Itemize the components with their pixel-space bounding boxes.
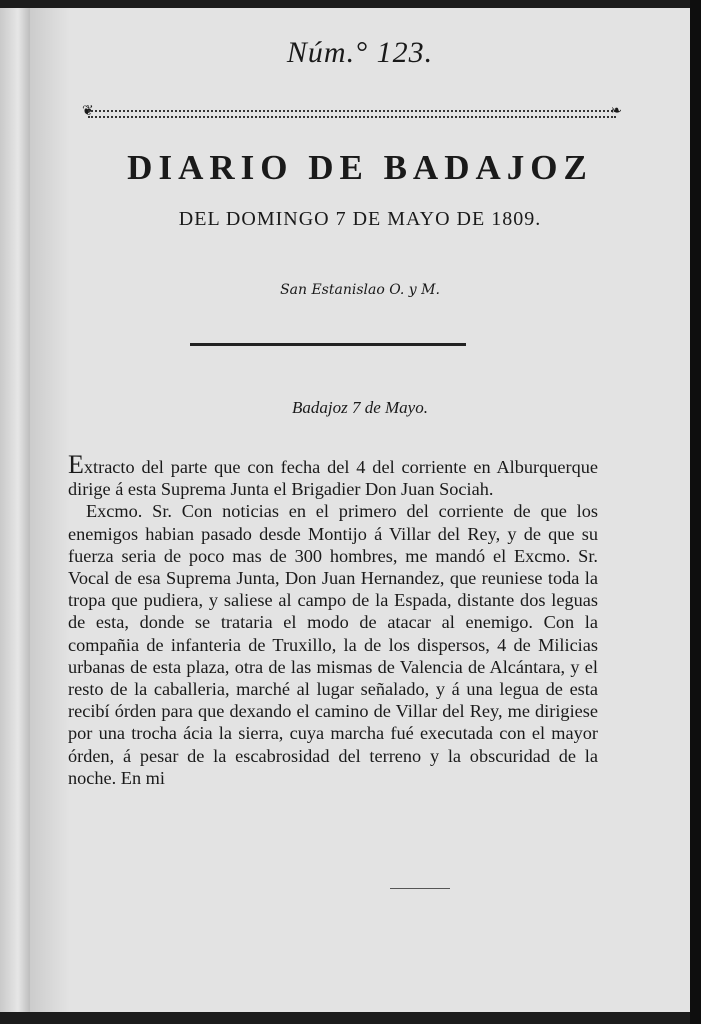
ornament-right-icon: ❧ — [610, 103, 622, 119]
facing-page-edge — [0, 8, 30, 1012]
ornamental-rule — [82, 103, 622, 120]
place-date: Badajoz 7 de Mayo. — [292, 398, 428, 417]
article-paragraph: Excmo. Sr. Con noticias en el primero del corriente de que los enemigos habian pasado desde Montijo á Villar del Rey, y de que su fuerza seria de poco mas de 300 hombres, me mandó el Excmo. Sr. Vocal de esa Suprema Junta, Don Juan Hernandez, que reuniese toda la tropa que pudiera, y saliese al campo de la Espada, distante dos leguas de esta, donde se trataria el modo de atacar al enemigo. Con la compañia de infanteria de Truxillo, la de los dispersos, 4 de Milicias urbanas de esta plaza, otra de las mismas de Valencia de Alcántara, y el resto de la caballeria, marché al lugar señalado, y á una legua de esta recibí órden para que dexando el camino de Villar del Rey, me dirigiese por una trocha ácia la sierra, cuya marcha fué executada con el mayor órden, á pesar de la escabrosidad del terreno y la obscuridad de la noche. En mi — [68, 501, 598, 788]
issue-number: Núm.° 123. — [286, 36, 434, 69]
section-divider — [190, 343, 466, 346]
article-intro — [68, 450, 598, 500]
page-footer-mark — [390, 888, 450, 889]
drop-cap: E — [68, 450, 84, 479]
scan-border — [690, 0, 701, 1024]
ornament-left-icon: ❦ — [82, 103, 94, 119]
article-body — [68, 450, 598, 789]
dateline: DEL DOMINGO 7 DE MAYO DE 1809. — [178, 208, 542, 230]
article-intro-text: xtracto del parte que con fecha del 4 del corriente en Alburquerque dirige á esta Suprema Junta el Brigadier Don Juan Sociah. — [68, 457, 598, 500]
newspaper-title: DIARIO DE BADAJOZ — [127, 148, 593, 187]
newspaper-page — [30, 8, 690, 1012]
saint-of-day: San Estanislao O. y M. — [280, 282, 440, 298]
